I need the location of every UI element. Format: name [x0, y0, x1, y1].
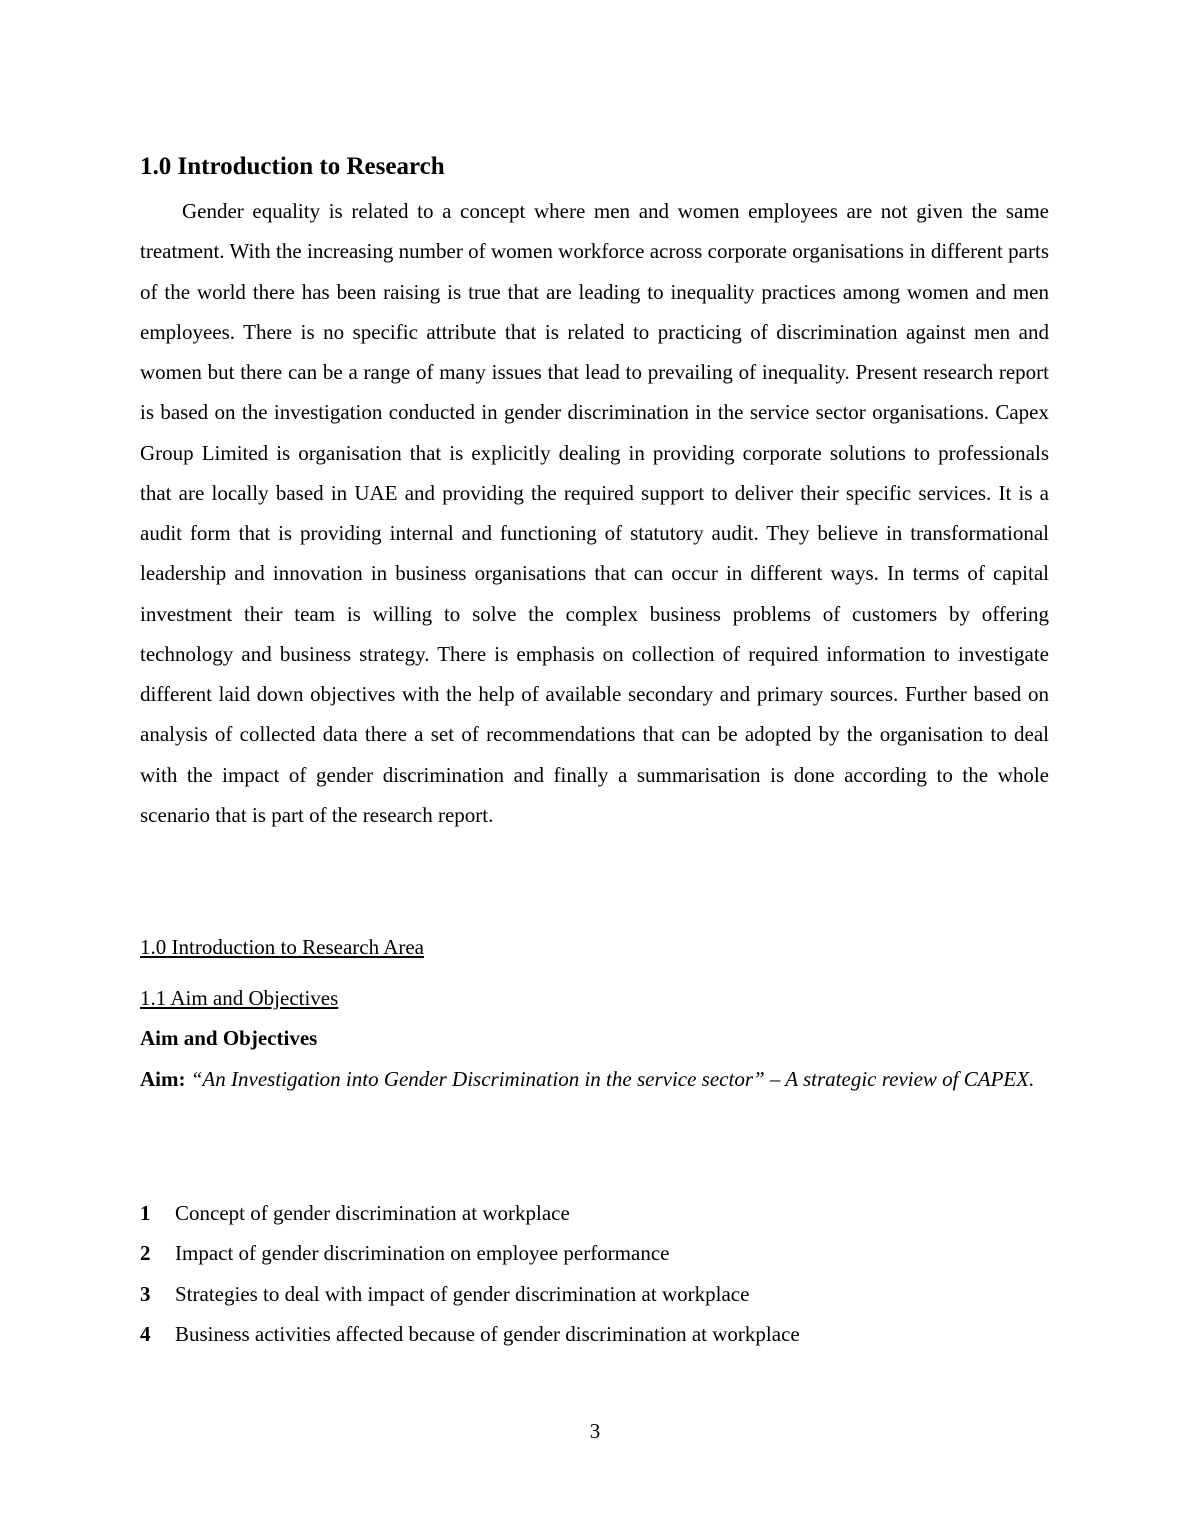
- objectives-list: [140, 1193, 800, 1354]
- objective-text: Concept of gender discrimination at workplace: [175, 1201, 570, 1225]
- objective-text: Strategies to deal with impact of gender discrimination at workplace: [175, 1281, 750, 1306]
- intro-paragraph: Gender equality is related to a concept where men and women employees are not given the same treatment. With the increasing number of women workforce across corporate organisations in different parts of the world there has been raising is true that are leading to inequality practices among women and men employees. There is no specific attribute that is related to practicing of discrimination against men and women but there can be a range of many issues that lead to prevailing of inequality. Present research report is based on the investigation conducted in gender discrimination in the service sector organisations. Capex Group Limited is organisation that is explicitly dealing in providing corporate solutions to professionals that are locally based in UAE and providing the required support to deliver their specific services. It is a audit form that is providing internal and functioning of statutory audit. They believe in transformational leadership and innovation in business organisations that can occur in different ways. In terms of capital investment their team is willing to solve the complex business problems of customers by offering technology and business strategy. There is emphasis on collection of required information to investigate different laid down objectives with the help of available secondary and primary sources. Further based on analysis of collected data there a set of recommendations that can be adopted by the organisation to deal with the impact of gender discrimination and finally a summarisation is done according to the whole scenario that is part of the research report.: [140, 199, 1049, 827]
- list-item: [140, 1314, 800, 1354]
- objective-number: 3: [140, 1281, 151, 1306]
- aim-objectives-title: Aim and Objectives: [140, 1026, 318, 1050]
- subsection-heading: 1.1 Aim and Objectives: [140, 986, 339, 1010]
- section-heading: 1.0 Introduction to Research Area: [140, 935, 424, 959]
- page-title: 1.0 Introduction to Research: [140, 153, 445, 180]
- objective-text: Impact of gender discrimination on employee performance: [175, 1241, 670, 1266]
- list-item: [140, 1274, 800, 1314]
- list-item: [140, 1233, 800, 1273]
- aim-label: Aim:: [140, 1067, 186, 1091]
- aim-statement: [140, 1056, 1049, 1102]
- aim-text: “An Investigation into Gender Discrimination in the service sector” – A strategic review of CAPEX.: [190, 1067, 1035, 1091]
- objective-number: 4: [140, 1321, 151, 1346]
- list-item: [140, 1193, 800, 1233]
- objective-number: 1: [140, 1201, 151, 1225]
- page-number: 3: [589, 1419, 601, 1443]
- objective-text: Business activities affected because of gender discrimination at workplace: [175, 1321, 800, 1346]
- objective-number: 2: [140, 1241, 151, 1266]
